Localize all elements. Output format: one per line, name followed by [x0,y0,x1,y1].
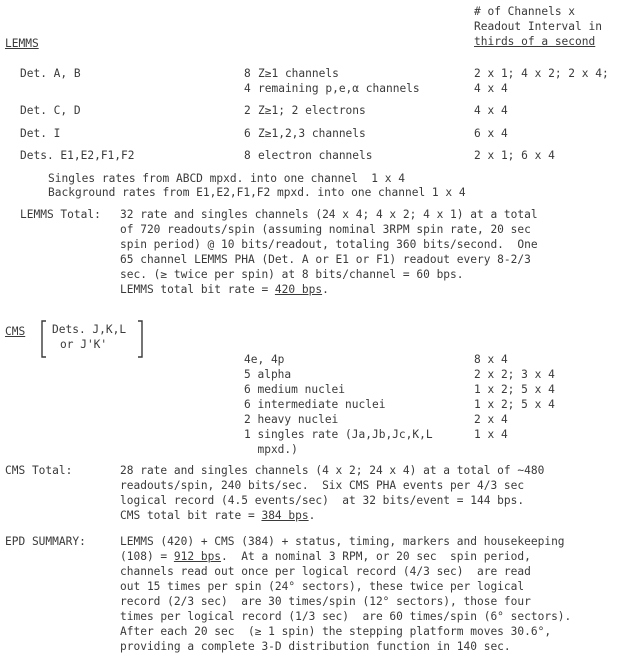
lemms-row-det: Dets. E1,E2,F1,F2 [20,149,135,162]
lemms-row-num: 8 [244,67,251,80]
column-title-line-2: Readout Interval in [474,20,602,33]
cms-row-readout: 1 x 2; 5 x 4 [474,398,555,411]
cms-row-desc: 4e, 4p [244,353,285,366]
cms-row-desc: mpxd.) [244,443,298,456]
lemms-total-line: spin period) @ 10 bits/readout, totaling 360 bits/second. One [120,238,538,251]
column-title-line-3: thirds of a second [474,35,596,48]
lemms-bitrate-value: 420 bps [274,283,323,296]
cms-row-desc: 6 medium nuclei [244,383,346,396]
summary-line: providing a complete 3-D distribution function in 140 sec. [120,640,511,653]
summary-line: After each 20 sec (≥ 1 spin) the stepping platform moves 30.6°, [120,625,552,638]
lemms-row-readout: 6 x 4 [474,127,508,140]
cms-bracket-line-2: or J'K' [60,338,108,351]
cms-bitrate-value: 384 bps [261,509,309,522]
lemms-singles-line: Singles rates from ABCD mpxd. into one channel 1 x 4 [48,172,405,185]
summary-line-total [120,549,531,564]
lemms-row-desc: Z≥1,2,3 channels [258,127,366,140]
summary-line: out 15 times per spin (24° sectors), these twice per logical [120,580,525,593]
cms-total-line: logical record (4.5 events/sec) at 32 bits/event = 144 bps. [120,494,525,507]
cms-title: CMS [5,325,26,338]
lemms-row-readout: 4 x 4 [474,104,508,117]
lemms-total-line: of 720 readouts/spin (assuming nominal 3RPM spin rate, 20 sec [120,223,531,236]
cms-row-readout: 1 x 4 [474,428,508,441]
lemms-background-line: Background rates from E1,E2,F1,F2 mpxd. into one channel 1 x 4 [48,186,466,199]
lemms-row-desc: Z≥1; 2 electrons [258,104,366,117]
lemms-row-num: 4 [244,82,251,95]
lemms-row-det: Det. A, B [20,67,81,80]
cms-row-readout: 2 x 2; 3 x 4 [474,368,555,381]
cms-bracket-line-1: Dets. J,K,L [52,323,127,336]
lemms-bitrate-suffix: . [322,283,329,296]
lemms-row-desc: electron channels [258,149,373,162]
lemms-bitrate [120,282,329,297]
cms-row-desc: 2 heavy nuclei [244,413,339,426]
cms-total-line: 28 rate and singles channels (4 x 2; 24 x 4) at a total of ~480 [120,464,545,477]
cms-row-desc: 6 intermediate nuclei [244,398,386,411]
summary-line: record (2/3 sec) are 30 times/spin (12° sectors), those four [120,595,531,608]
lemms-title: LEMMS [5,37,39,50]
cms-row-desc: 5 alpha [244,368,292,381]
cms-bitrate-suffix: . [308,509,316,522]
lemms-total-line: 65 channel LEMMS PHA (Det. A or E1 or F1) readout every 8-2/3 [120,253,531,266]
lemms-row-num: 6 [244,127,251,140]
cms-row-desc: 1 singles rate (Ja,Jb,Jc,K,L [244,428,433,441]
lemms-row-readout: 2 x 1; 6 x 4 [474,149,555,162]
lemms-total-label: LEMMS Total: [20,208,101,221]
lemms-row-readout: 2 x 1; 4 x 2; 2 x 4; [474,67,609,80]
summary-total-prefix: (108) = [120,550,174,563]
column-title-line-1: # of Channels x [474,5,576,18]
cms-row-readout: 8 x 4 [474,353,508,366]
summary-label: EPD SUMMARY: [5,535,86,548]
lemms-row-num: 2 [244,104,251,117]
lemms-row-readout: 4 x 4 [474,82,508,95]
summary-line: LEMMS (420) + CMS (384) + status, timing, markers and housekeeping [120,535,565,548]
cms-bitrate [120,508,315,523]
cms-total-line: readouts/spin, 240 bits/sec. Six CMS PHA events per 4/3 sec [120,479,525,492]
cms-bitrate-prefix: CMS total bit rate = [120,509,262,522]
lemms-row-det: Det. I [20,127,61,140]
cms-row-readout: 2 x 4 [474,413,508,426]
lemms-row-desc: remaining p,e,α channels [258,82,420,95]
lemms-total-line: sec. (≥ twice per spin) at 8 bits/channel = 60 bps. [120,268,464,281]
summary-total-value: 912 bps [173,550,222,563]
lemms-row-num: 8 [244,149,251,162]
summary-line: times per logical record (1/3 sec) are 60 times/spin (6° sectors). [120,610,572,623]
summary-total-suffix: . At a nominal 3 RPM, or 20 sec spin period, [221,550,531,563]
lemms-row-desc: Z≥1 channels [258,67,339,80]
lemms-bitrate-prefix: LEMMS total bit rate = [120,283,275,296]
cms-row-readout: 1 x 2; 5 x 4 [474,383,555,396]
lemms-total-line: 32 rate and singles channels (24 x 4; 4 x 2; 4 x 1) at a total [120,208,538,221]
lemms-row-det: Det. C, D [20,104,81,117]
summary-line: channels read out once per logical record (4/3 sec) are read [120,565,531,578]
cms-total-label: CMS Total: [5,464,73,477]
